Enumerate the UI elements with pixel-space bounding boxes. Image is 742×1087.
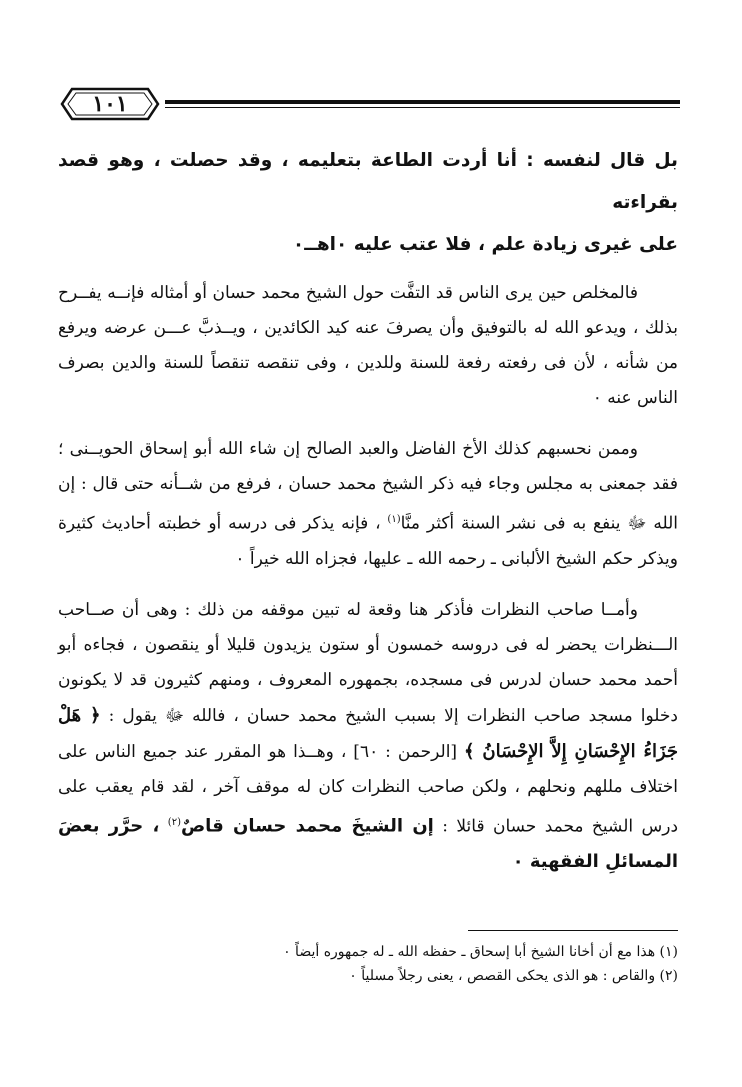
paragraph-2: [58, 432, 678, 577]
paragraph-3-cont: [الرحمن : ٦٠] ، وهــذا هو المقرر عند جميع الناس على اختلاف مللهم ونحلهم ، ولكن صاحب النظرات كان له موقف آخر ، لقد قام يعقب على درس الشيخ محمد حسان قائلا :: [58, 741, 679, 837]
footnote-1: (١) هذا مع أن أخانا الشيخ أبا إسحاق ـ حفظه الله ـ له جمهوره أيضاً ٠: [283, 944, 678, 960]
page-number-frame: [60, 87, 160, 121]
quran-verse: ﴿ هَلْ جَزَاءُ الإِحْسَانِ إِلاَّ الإِحْسَانُ ﴾: [58, 704, 678, 762]
footnote-separator: [468, 930, 678, 931]
footnote-2: (٢) والقاص : هو الذى يحكى القصص ، يعنى رجلاً مسلياً ٠: [349, 968, 678, 984]
quote-bold: إن الشيخَ محمد حسان قاصٌ: [180, 815, 434, 837]
footnote-ref-2: (٢): [167, 816, 181, 828]
header-rule-thick: [165, 100, 680, 104]
main-text: [58, 140, 678, 880]
lead-quote: [58, 140, 678, 266]
header-rule-thin: [165, 107, 680, 108]
paragraph-2-cont: ، فإنه يذكر فى درسه أو خطبته أحاديث كثيرة ويذكر حكم الشيخ الألبانى ـ رحمه الله ـ عليها، فجزاه الله خيراً ٠: [58, 513, 678, 569]
paragraph-1: فالمخلص حين يرى الناس قد التفَّت حول الشيخ محمد حسان أو أمثاله فإنــه يفــرح بذلك ، ويدعو الله له بالتوفيق وأن يصرفَ عنه كيد الكائدين ، ويــذبَّ عـــن عرضه ويرفع من شأنه ، لأن فى رفعته رفعة للسنة وللدين ، وفى تنقصه تنقصاً للسنة والدين بصرف الناس عنه ٠: [58, 283, 678, 408]
quote-bold-end: ، حرَّر بعضَ المسائلِ الفقهية ٠: [58, 815, 678, 873]
footnote-ref-1: (١): [387, 514, 401, 525]
page-header: [60, 80, 680, 130]
lead-line-2: على غيرى زيادة علم ، فلا عتب عليه ٠اهــ٠: [292, 234, 678, 255]
paragraph-3: [58, 593, 678, 881]
lead-line-1: بل قال لنفسه : أنا أردت الطاعة بتعليمه ، وقد حصلت ، وهو قصد بقراءته: [58, 150, 678, 213]
paragraph-2-text: وممن نحسبهم كذلك الأخ الفاضل والعبد الصالح إن شاء الله أبو إسحاق الحويــنى ؛ فقد جمعنى به مجلس وجاء فيه ذكر الشيخ محمد حسان ، فرفع من شــأنه حتى قال : إن الله ﷻ ينفع به فى نشر السنة أكثر منَّا: [58, 439, 678, 534]
page-number: ١٠١: [92, 91, 128, 117]
footnotes: [78, 940, 678, 988]
paragraph-3-text: وأمــا صاحب النظرات فأذكر هنا وقعة له تبين موقفه من ذلك : وهى أن صــاحب الـــنظرات يحضر له فى دروسه خمسون أو ستون يزيدون قليلا أو ينقصون ، فجاءه أبو أحمد محمد حسان لدرس فى مسجده، بجمهوره المعروف ، ومنهم كثيرون قد لا يكونون دخلوا مسجد صاحب النظرات إلا بسبب الشيخ محمد حسان ، فالله ﷻ يقول :: [58, 599, 678, 726]
